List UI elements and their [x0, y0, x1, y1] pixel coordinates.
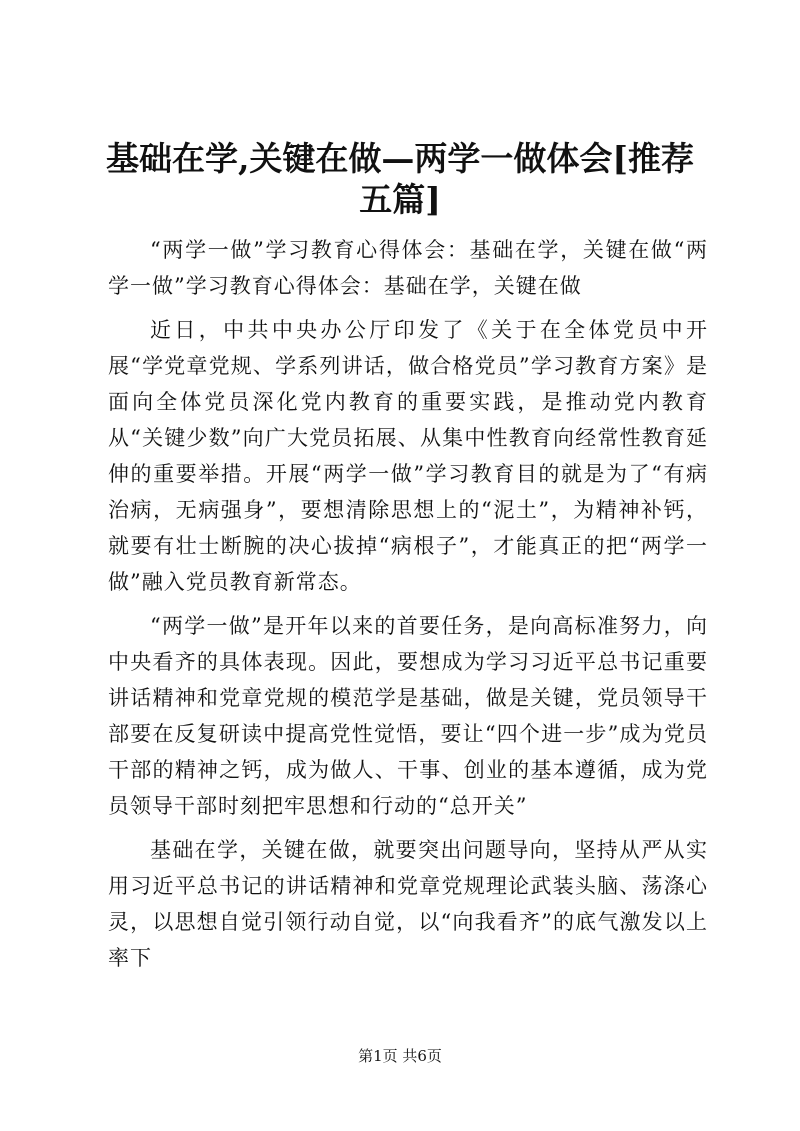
paragraph: “两学一做”是开年以来的首要任务，是向高标准努力，向中央看齐的具体表现。因此，要想成为学习习近平总书记重要讲话精神和党章党规的模范学是基础，做是关键，党员领导干部要在反复研读中提高党性觉悟，要让“四个进一步”成为党员干部的精神之钙，成为做人、干事、创业的基本遵循，成为党员领导干部时刻把牢思想和行动的“总开关”	[108, 614, 708, 818]
paragraph: 近日，中共中央办公厅印发了《关于在全体党员中开展“学党章党规、学系列讲话，做合格党员”学习教育方案》是面向全体党员深化党内教育的重要实践，是推动党内教育从“关键少数”向广大党员拓展、从集中性教育向经常性教育延伸的重要举措。开展“两学一做”学习教育目的就是为了“有病治病，无病强身”，要想清除思想上的“泥土”，为精神补钙，就要有壮士断腕的决心拔掉“病根子”，才能真正的把“两学一做”融入党员教育新常态。	[108, 318, 708, 594]
page-indicator: 第1页 共6页	[358, 1047, 442, 1065]
document-title: 基础在学,关键在做—两学一做体会[推荐五篇]	[105, 139, 695, 219]
document-body	[108, 232, 708, 984]
paragraph: 基础在学，关键在做，就要突出问题导向，坚持从严从实用习近平总书记的讲话精神和党章党规理论武装头脑、荡涤心灵，以思想自觉引领行动自觉，以“向我看齐”的底气激发以上率下	[108, 838, 708, 970]
paragraph: “两学一做”学习教育心得体会：基础在学，关键在做“两学一做”学习教育心得体会：基础在学，关键在做	[108, 238, 708, 298]
